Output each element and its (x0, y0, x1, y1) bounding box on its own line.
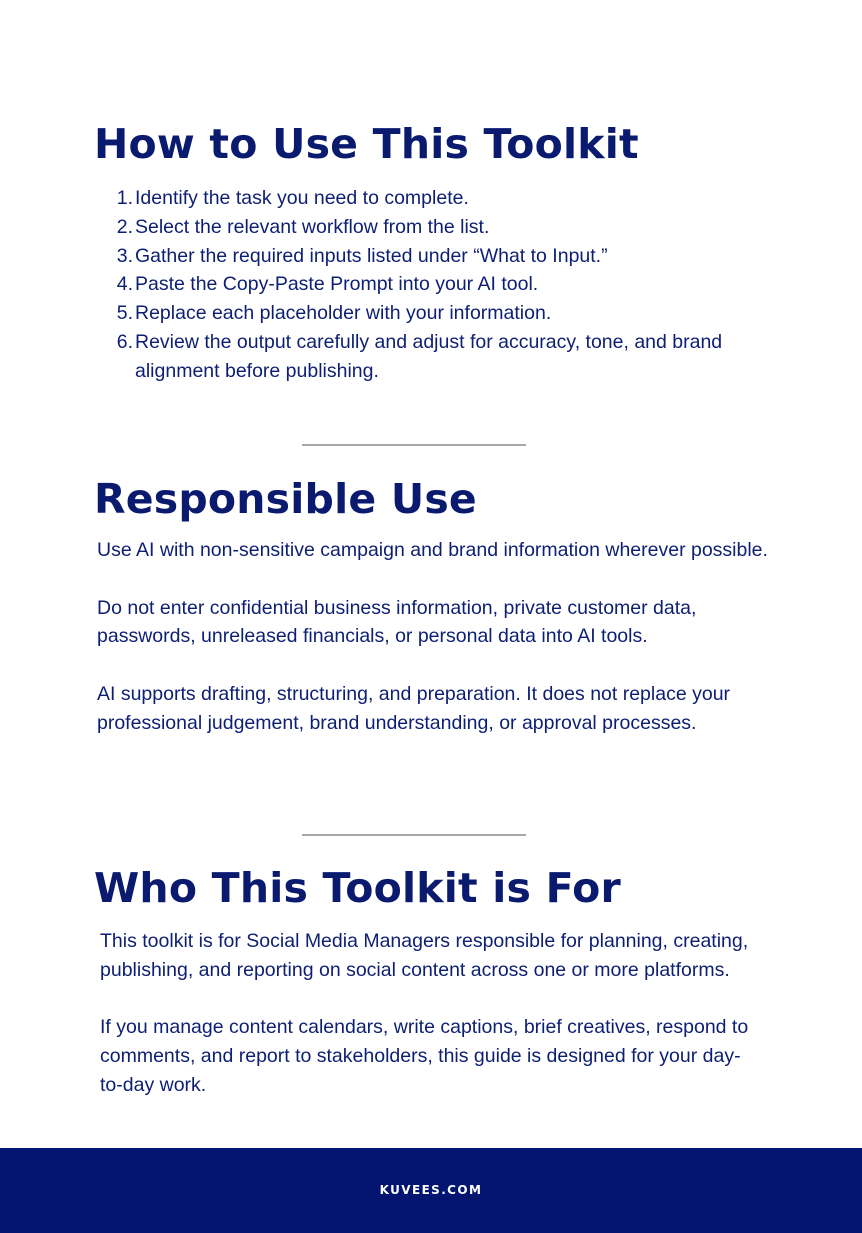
section-divider (302, 444, 526, 446)
section-divider (302, 834, 526, 836)
step-item: Paste the Copy-Paste Prompt into your AI tool. (135, 273, 539, 296)
paragraph: Do not enter confidential business information, private customer data, passwords, unreleased financials, or personal data into AI tools. (97, 596, 697, 648)
paragraph: If you manage content calendars, write captions, brief creatives, respond to comments, and report to stakeholders, this guide is designed for your day-to-day work. (100, 1016, 749, 1096)
who-for-body (100, 927, 760, 1100)
how-to-use-steps-list (135, 184, 755, 386)
step-item: Select the relevant workflow from the list. (135, 215, 490, 238)
how-to-use-title: How to Use This Toolkit (94, 120, 639, 168)
footer-website-link[interactable]: KUVEES.COM (379, 1183, 483, 1197)
paragraph: This toolkit is for Social Media Managers responsible for planning, creating, publishing, and reporting on social content across one or more platforms. (100, 930, 749, 981)
responsible-use-title: Responsible Use (94, 475, 477, 523)
step-item: Review the output carefully and adjust for accuracy, tone, and brand alignment before publishing. (135, 330, 723, 382)
paragraph: Use AI with non-sensitive campaign and brand information wherever possible. (97, 539, 768, 561)
step-item: Identify the task you need to complete. (135, 187, 469, 209)
step-item: Replace each placeholder with your information. (135, 302, 552, 325)
step-item: Gather the required inputs listed under “What to Input.” (135, 244, 608, 267)
who-for-title: Who This Toolkit is For (94, 864, 621, 912)
responsible-use-body (97, 536, 777, 738)
paragraph: AI supports drafting, structuring, and preparation. It does not replace your professional judgement, brand understanding, or approval processes. (97, 682, 731, 734)
